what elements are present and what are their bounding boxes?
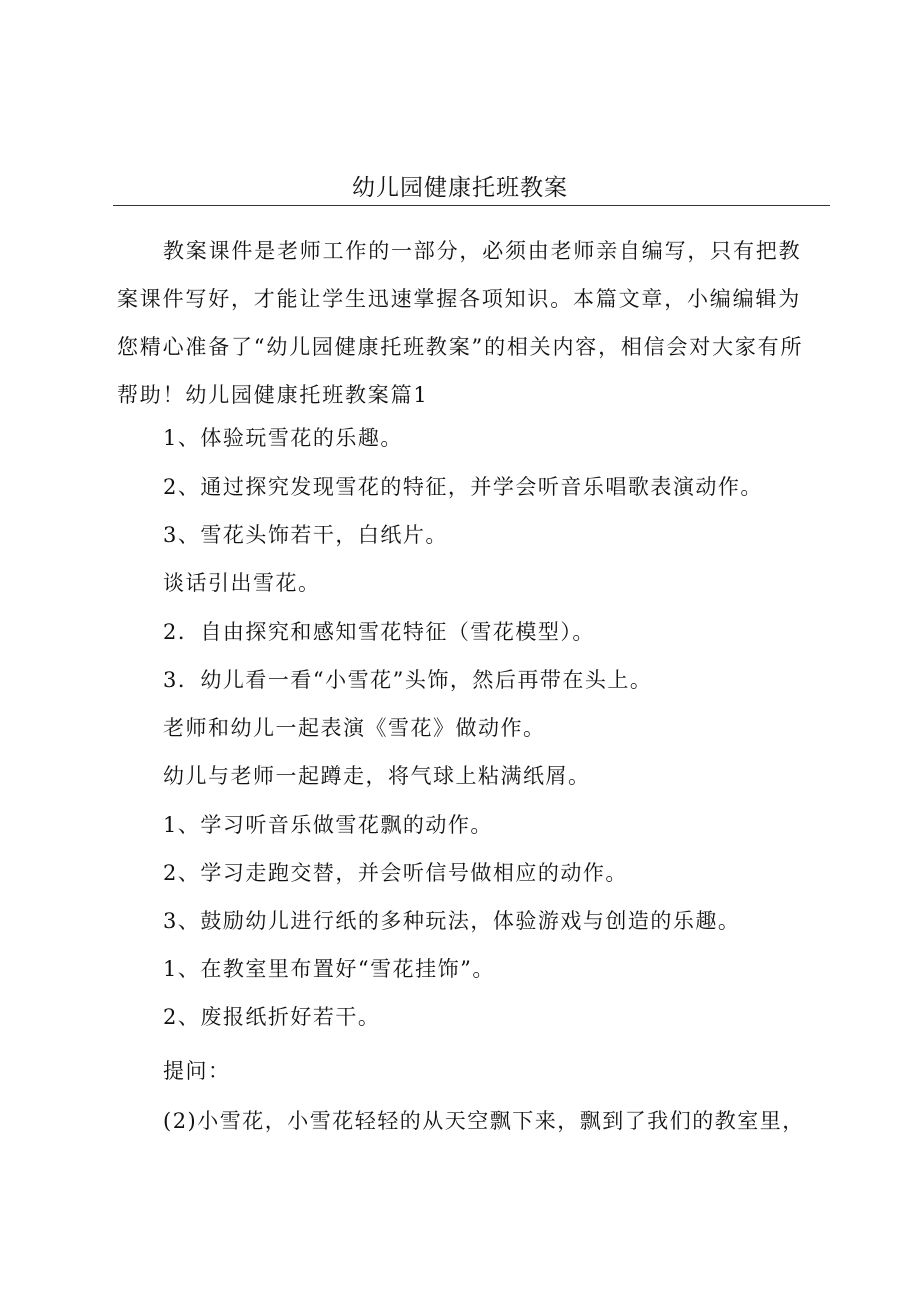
- body-line: (2)小雪花，小雪花轻轻的从天空飘下来，飘到了我们的教室里，: [163, 1109, 805, 1133]
- body-line: 1、学习听音乐做雪花飘的动作。: [163, 813, 493, 837]
- body-line: 1、在教室里布置好“雪花挂饰”。: [163, 957, 495, 981]
- body-line: 2、学习走跑交替，并会听信号做相应的动作。: [163, 861, 628, 885]
- body-line: 幼儿与老师一起蹲走，将气球上粘满纸屑。: [163, 764, 591, 788]
- body-line: 谈话引出雪花。: [163, 571, 321, 595]
- body-line: 3、雪花头饰若干，白纸片。: [163, 523, 448, 547]
- intro-paragraph: 教案课件是老师工作的一部分，必须由老师亲自编写，只有把教案课件写好，才能让学生迅速掌握各项知识。本篇文章，小编编辑为您精心准备了“幼儿园健康托班教案”的相关内容，相信会对大家有所帮助！幼儿园健康托班教案篇1: [117, 239, 804, 407]
- body-line: 提问：: [163, 1059, 231, 1083]
- title-underline: [113, 205, 830, 206]
- body-line: 2、通过探究发现雪花的特征，并学会听音乐唱歌表演动作。: [163, 475, 763, 499]
- body-line: 3．幼儿看一看“小雪花”头饰，然后再带在头上。: [163, 668, 653, 692]
- body-line: 2．自由探究和感知雪花特征（雪花模型）。: [163, 620, 595, 644]
- document-title: 幼儿园健康托班教案: [352, 175, 568, 201]
- body-line: 2、废报纸折好若干。: [163, 1005, 381, 1029]
- body-line: 1、体验玩雪花的乐趣。: [163, 426, 403, 450]
- body-line: 老师和幼儿一起表演《雪花》做动作。: [163, 716, 546, 740]
- body-line: 3、鼓励幼儿进行纸的多种玩法，体验游戏与创造的乐趣。: [163, 909, 741, 933]
